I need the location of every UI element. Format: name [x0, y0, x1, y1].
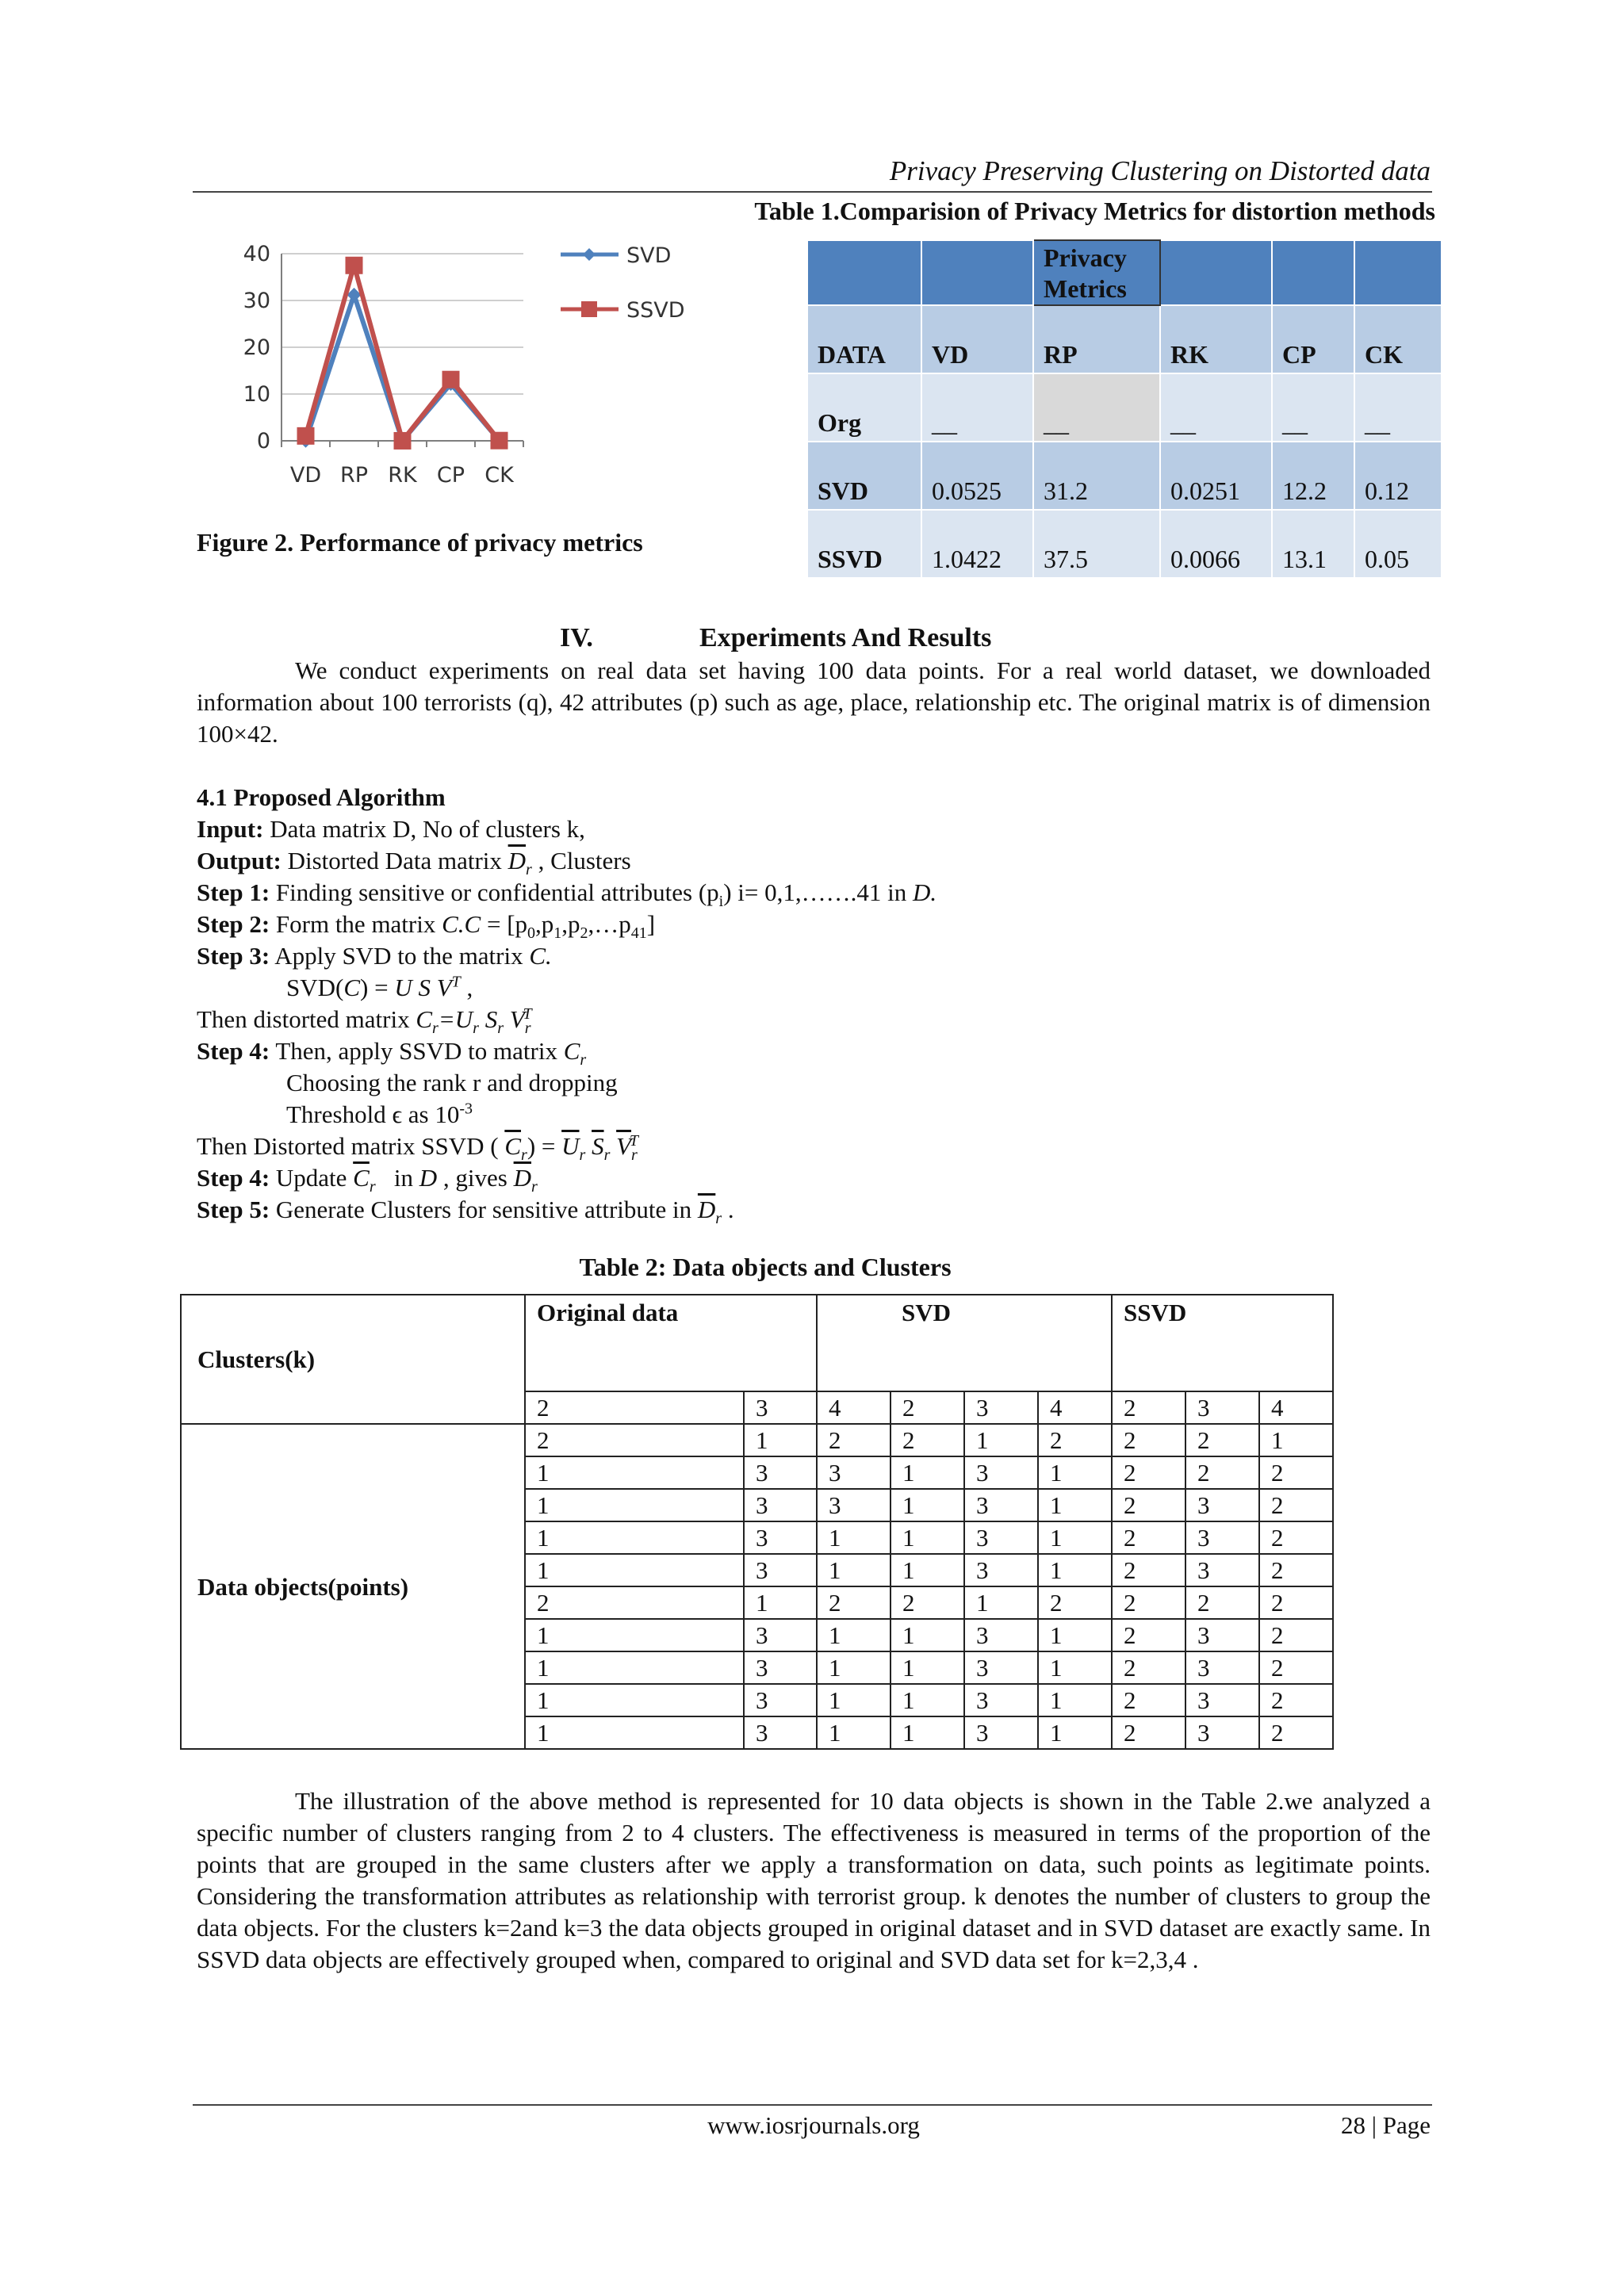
table-cell: 3 [1185, 1684, 1259, 1716]
step2-text: Form the matrix [275, 910, 436, 938]
svd-usv: U S V [394, 974, 452, 1001]
step4b-text: in [393, 1164, 414, 1192]
footer-rule [193, 2104, 1432, 2106]
clusters-table-body [181, 1424, 1333, 1749]
table-cell: 1 [817, 1521, 891, 1554]
table1-header-cell [921, 240, 1033, 305]
math-var: C [416, 1005, 433, 1033]
table-cell: 3 [964, 1489, 1038, 1521]
table-cell: 3 [744, 1651, 817, 1684]
table-cell: 1 [817, 1554, 891, 1586]
subscript: r [497, 1020, 504, 1038]
k-value-cell: 3 [964, 1391, 1038, 1424]
table-cell: 3 [817, 1489, 891, 1521]
table-cell: 13.1 [1272, 510, 1354, 578]
subscript: r [473, 1020, 479, 1038]
math-var: =U [438, 1005, 473, 1033]
table-cell: 2 [1185, 1456, 1259, 1489]
table-cell: 3 [964, 1651, 1038, 1684]
step5-label: Step 5: [197, 1196, 270, 1223]
step1-label: Step 1: [197, 878, 270, 906]
table-cell: 3 [744, 1554, 817, 1586]
table-cell: 2 [1259, 1651, 1333, 1684]
subscript: r [603, 1146, 611, 1165]
table-cell: 2 [1112, 1554, 1185, 1586]
table-row [181, 1424, 1333, 1456]
table-cell: 2 [891, 1586, 964, 1619]
table-cell: 1 [525, 1456, 744, 1489]
table-cell: 1 [817, 1619, 891, 1651]
x-tick-label: RK [388, 463, 417, 488]
step1-tail: ) i= 0,1,…….41 in [723, 878, 907, 906]
table1-header-cell [1272, 240, 1354, 305]
x-tick-label: VD [289, 463, 322, 488]
table2-caption: Table 2: Data objects and Clusters [579, 1253, 952, 1281]
output-tail: , Clusters [538, 847, 631, 874]
table-cell: 2 [1112, 1586, 1185, 1619]
then1-text: Then distorted matrix [197, 1005, 410, 1033]
clusters-k-label: Clusters(k) [197, 1345, 316, 1373]
table1-header-cell [1354, 240, 1442, 305]
intro-text: We conduct experiments on real data set having 100 data points. For a real world dataset, we downloaded information about 100 terrorists (q), 42 attributes (p) such as age, place, relationship etc. The original matrix is of dimension 100×42. [197, 656, 1431, 748]
subscript: r [580, 1051, 587, 1070]
step3-label: Step 3: [197, 942, 270, 970]
table-cell: 1 [817, 1651, 891, 1684]
x-tick-label: CP [436, 463, 465, 488]
superscript: T [451, 973, 461, 991]
table-cell: 2 [1038, 1586, 1112, 1619]
table-cell: 1 [525, 1684, 744, 1716]
table-cell: 1 [1259, 1424, 1333, 1456]
table-cell: 1 [817, 1684, 891, 1716]
table-cell: 1 [1038, 1521, 1112, 1554]
superscript: -3 [459, 1100, 473, 1118]
table-cell: 2 [1259, 1521, 1333, 1554]
threshold-text: Threshold ϵ as 10 [286, 1100, 460, 1128]
math-var: $\overline{D}$ [697, 1196, 716, 1223]
superscript: T [523, 1004, 532, 1023]
table-cell: 2 [525, 1586, 744, 1619]
k-value-cell: 4 [1038, 1391, 1112, 1424]
table-cell: 0.05 [1354, 510, 1442, 578]
k-value-cell: 2 [525, 1391, 744, 1424]
output-var: $\overline{D}$ [508, 847, 527, 874]
table-cell: 2 [1185, 1586, 1259, 1619]
table-cell: 2 [1259, 1586, 1333, 1619]
data-point-ssvd [297, 427, 315, 445]
table-cell: 31.2 [1033, 442, 1160, 510]
legend-label: SSVD [626, 298, 685, 323]
group-header-label: SVD [902, 1299, 952, 1326]
table-cell: 2 [1112, 1456, 1185, 1489]
table-cell: __ [1354, 373, 1442, 442]
table-cell: 2 [1259, 1554, 1333, 1586]
figure2-caption: Figure 2. Performance of privacy metrics [197, 528, 643, 557]
y-tick-label: 10 [243, 382, 270, 407]
table-cell: 3 [744, 1684, 817, 1716]
table-cell: 1 [891, 1619, 964, 1651]
column-header: VD [921, 305, 1033, 373]
subscript: r [631, 1146, 638, 1165]
table-cell: 1 [525, 1554, 744, 1586]
table-cell: 1 [891, 1684, 964, 1716]
k-value-cell: 2 [891, 1391, 964, 1424]
subscript: r [715, 1210, 722, 1228]
table-cell: 3 [1185, 1521, 1259, 1554]
step3-var: C. [529, 942, 552, 970]
k-value-cell: 2 [1112, 1391, 1185, 1424]
chart-gridlines [282, 254, 523, 441]
step2-eq: = [p [486, 910, 528, 938]
table-cell: 0.0251 [1160, 442, 1272, 510]
table-cell: 3 [744, 1716, 817, 1749]
table-cell: __ [1272, 373, 1354, 442]
step4a-label: Step 4: [197, 1037, 270, 1065]
privacy-metrics-group-header [1033, 240, 1160, 305]
y-tick-label: 0 [256, 429, 270, 453]
intro-paragraph [197, 655, 1431, 750]
table-cell: 2 [1259, 1489, 1333, 1521]
clusters-k-header [181, 1295, 525, 1424]
group-header-label: SSVD [1124, 1299, 1187, 1326]
algorithm-block [197, 782, 1431, 1226]
step4b-label: Step 4: [197, 1164, 270, 1192]
step4b-text: Update [275, 1164, 347, 1192]
table-cell: 1 [525, 1619, 744, 1651]
table-cell: 3 [1185, 1619, 1259, 1651]
k-value-cell: 3 [744, 1391, 817, 1424]
table-cell: 3 [964, 1716, 1038, 1749]
table1-header-cell [807, 240, 921, 305]
table-cell: 2 [1112, 1424, 1185, 1456]
table-cell: 0.0066 [1160, 510, 1272, 578]
table-cell: 2 [1259, 1684, 1333, 1716]
input-text: Data matrix D, No of clusters k, [270, 815, 585, 843]
subscript: r [432, 1020, 439, 1038]
math-var: $\overline{U}$ [561, 1132, 580, 1160]
k-value-cell: 3 [1185, 1391, 1259, 1424]
table-cell: 2 [1112, 1619, 1185, 1651]
data-objects-header: Data objects(points) [181, 1424, 525, 1749]
y-tick-label: 30 [243, 289, 270, 313]
math-var: $\overline{C}$ [353, 1164, 370, 1192]
group-header-label: Original data [537, 1299, 679, 1326]
table-cell: 1 [1038, 1489, 1112, 1521]
table-cell: 1 [891, 1716, 964, 1749]
table-cell: 1 [964, 1424, 1038, 1456]
table-cell: __ [1160, 373, 1272, 442]
ssvd-header [1112, 1295, 1333, 1391]
table-cell: 1 [1038, 1619, 1112, 1651]
table-cell: 3 [964, 1684, 1038, 1716]
column-header: DATA [807, 305, 921, 373]
table-cell: 3 [744, 1489, 817, 1521]
column-header: CP [1272, 305, 1354, 373]
table-cell: 1 [891, 1456, 964, 1489]
row-header: Org [807, 373, 921, 442]
row-header: SSVD [807, 510, 921, 578]
table-cell: 3 [964, 1554, 1038, 1586]
output-text: Distorted Data matrix [287, 847, 502, 874]
legend-label: SVD [626, 243, 672, 268]
page-number: 28 | Page [1341, 2111, 1431, 2139]
table-cell: 1 [744, 1586, 817, 1619]
step2-part: ,p [535, 910, 554, 938]
math-var: $\overline{S}$ [592, 1132, 604, 1160]
table-cell: 1 [1038, 1554, 1112, 1586]
math-var: S [485, 1005, 498, 1033]
column-header: RK [1160, 305, 1272, 373]
data-point-ssvd [442, 371, 460, 388]
k-value-cell: 4 [1259, 1391, 1333, 1424]
step2-part: ,…p [588, 910, 631, 938]
table-cell: 2 [817, 1424, 891, 1456]
legend-marker [581, 301, 597, 317]
table-cell: 1 [525, 1489, 744, 1521]
clusters-table [180, 1294, 1334, 1750]
table-cell: 1 [891, 1651, 964, 1684]
table-cell: 1 [817, 1716, 891, 1749]
privacy-metrics-chart [218, 230, 741, 515]
closing-paragraph [197, 1785, 1431, 1976]
section-number: IV. [560, 623, 593, 652]
y-tick-label: 40 [243, 242, 270, 266]
table-cell: 2 [1038, 1424, 1112, 1456]
output-label: Output: [197, 847, 282, 874]
data-point-ssvd [491, 432, 508, 450]
data-point-ssvd [346, 257, 363, 274]
subscript: r [524, 1020, 531, 1038]
column-header: RP [1033, 305, 1160, 373]
table1-header-cell [1160, 240, 1272, 305]
step2-label: Step 2: [197, 910, 270, 938]
rank-line: Choosing the rank r and dropping [286, 1069, 618, 1096]
table-cell: 0.12 [1354, 442, 1442, 510]
privacy-metrics-table [806, 239, 1442, 579]
table-cell: 2 [525, 1424, 744, 1456]
step5-text: Generate Clusters for sensitive attribute in [275, 1196, 692, 1223]
group-header-line1: Privacy [1044, 243, 1127, 272]
table-cell: 3 [964, 1521, 1038, 1554]
table-cell: 2 [817, 1586, 891, 1619]
svd-var: C [343, 974, 361, 1001]
table-cell: 1 [525, 1651, 744, 1684]
step2-part: ] [646, 910, 656, 938]
legend-marker [583, 248, 596, 261]
step2-part: ,p [561, 910, 580, 938]
table-cell: 3 [744, 1521, 817, 1554]
section-title: Experiments And Results [699, 623, 992, 652]
x-tick-label: CK [485, 463, 514, 488]
table-cell: 3 [744, 1619, 817, 1651]
table-cell: __ [921, 373, 1033, 442]
table-cell: 37.5 [1033, 510, 1160, 578]
table-cell: 1 [525, 1716, 744, 1749]
k-value-cell: 4 [817, 1391, 891, 1424]
header-rule [193, 191, 1432, 193]
input-label: Input: [197, 815, 264, 843]
svd-line: ) = [360, 974, 389, 1001]
table-cell: 1 [1038, 1456, 1112, 1489]
step4a-text: Then, apply SSVD to matrix [275, 1037, 557, 1065]
step3-text: Apply SVD to the matrix [274, 942, 523, 970]
table-cell: 2 [1112, 1521, 1185, 1554]
y-tick-label: 20 [243, 335, 270, 360]
then2-text: ) = [527, 1132, 556, 1160]
table-cell: 1.0422 [921, 510, 1033, 578]
table-cell: 2 [1259, 1716, 1333, 1749]
closing-text: The illustration of the above method is represented for 10 data objects is shown in the Table 2.we analyzed a specific number of clusters ranging from 2 to 4 clusters. The effectiveness is measured in terms of the proportion of the points that are grouped in the same clusters after we apply a transformation on data, such points as legitimate points. Considering the transformation attributes as relationship with terrorist group. k denotes the number of clusters to group the data objects. For the clusters k=2and k=3 the data objects grouped in original dataset and in SVD dataset are exactly same. In SSVD data objects are effectively grouped when, compared to original and SVD data set for k=2,3,4 . [197, 1787, 1431, 1973]
svd-line: SVD( [286, 974, 344, 1001]
x-tick-label: RP [339, 463, 369, 488]
step1-var: D. [913, 878, 937, 906]
table-cell: 3 [964, 1619, 1038, 1651]
table-cell: 2 [1259, 1456, 1333, 1489]
table-cell: 1 [964, 1586, 1038, 1619]
table-cell: __ [1033, 373, 1160, 442]
chart-legend [561, 243, 685, 323]
math-var: V [509, 1005, 525, 1033]
group-header-line2: Metrics [1044, 274, 1127, 303]
subscript: 1 [553, 924, 562, 943]
footer-url: www.iosrjournals.org [707, 2111, 920, 2139]
table-cell: 3 [1185, 1554, 1259, 1586]
running-title: Privacy Preserving Clustering on Distorted data [889, 155, 1431, 186]
math-var: $\overline{D}$ [513, 1164, 531, 1192]
table-cell: 1 [1038, 1651, 1112, 1684]
svd-header [817, 1295, 1112, 1391]
math-var: D [419, 1164, 438, 1192]
series-line-svd [306, 295, 500, 441]
table-cell: 3 [817, 1456, 891, 1489]
subscript: r [521, 1146, 527, 1165]
math-var: $\overline{V}$ [616, 1132, 632, 1160]
table-cell: 3 [964, 1456, 1038, 1489]
algorithm-title: 4.1 Proposed Algorithm [197, 783, 446, 811]
row-header: SVD [807, 442, 921, 510]
subscript: r [369, 1178, 376, 1196]
table-cell: 3 [1185, 1489, 1259, 1521]
column-header: CK [1354, 305, 1442, 373]
subscript: r [526, 861, 532, 879]
table-cell: 1 [744, 1424, 817, 1456]
subscript: r [531, 1178, 538, 1196]
math-var: C [563, 1037, 580, 1065]
table-cell: 1 [1038, 1684, 1112, 1716]
subscript: i [718, 893, 724, 911]
table-cell: 3 [744, 1456, 817, 1489]
step5-tail: . [727, 1196, 734, 1223]
table-cell: 1 [525, 1521, 744, 1554]
table-cell: 12.2 [1272, 442, 1354, 510]
table-cell: 1 [891, 1521, 964, 1554]
math-var: $\overline{C}$ [504, 1132, 522, 1160]
chart-series [297, 257, 508, 450]
table-cell: 1 [891, 1554, 964, 1586]
table-cell: 2 [1112, 1651, 1185, 1684]
table-cell: 2 [891, 1424, 964, 1456]
table-cell: 1 [891, 1489, 964, 1521]
step1-text: Finding sensitive or confidential attributes (p [275, 878, 719, 906]
original-data-header [525, 1295, 817, 1391]
subscript: 41 [630, 924, 647, 943]
subscript: 0 [527, 924, 536, 943]
table-cell: 2 [1112, 1489, 1185, 1521]
table-cell: 2 [1185, 1424, 1259, 1456]
subscript: 2 [580, 924, 588, 943]
step2-var: C.C [442, 910, 481, 938]
svd-line: , [466, 974, 473, 1001]
table-cell: 0.0525 [921, 442, 1033, 510]
table1-caption: Table 1.Comparision of Privacy Metrics for distortion methods [754, 197, 1435, 225]
table-cell: 3 [1185, 1651, 1259, 1684]
subscript: r [579, 1146, 586, 1165]
data-point-ssvd [394, 432, 412, 450]
step4b-text: , gives [442, 1164, 508, 1192]
table-cell: 2 [1259, 1619, 1333, 1651]
superscript: T [629, 1131, 638, 1150]
table-cell: 3 [1185, 1716, 1259, 1749]
table-cell: 2 [1112, 1716, 1185, 1749]
table-cell: 2 [1112, 1684, 1185, 1716]
then2-text: Then Distorted matrix SSVD ( [197, 1132, 499, 1160]
table-cell: 1 [1038, 1716, 1112, 1749]
